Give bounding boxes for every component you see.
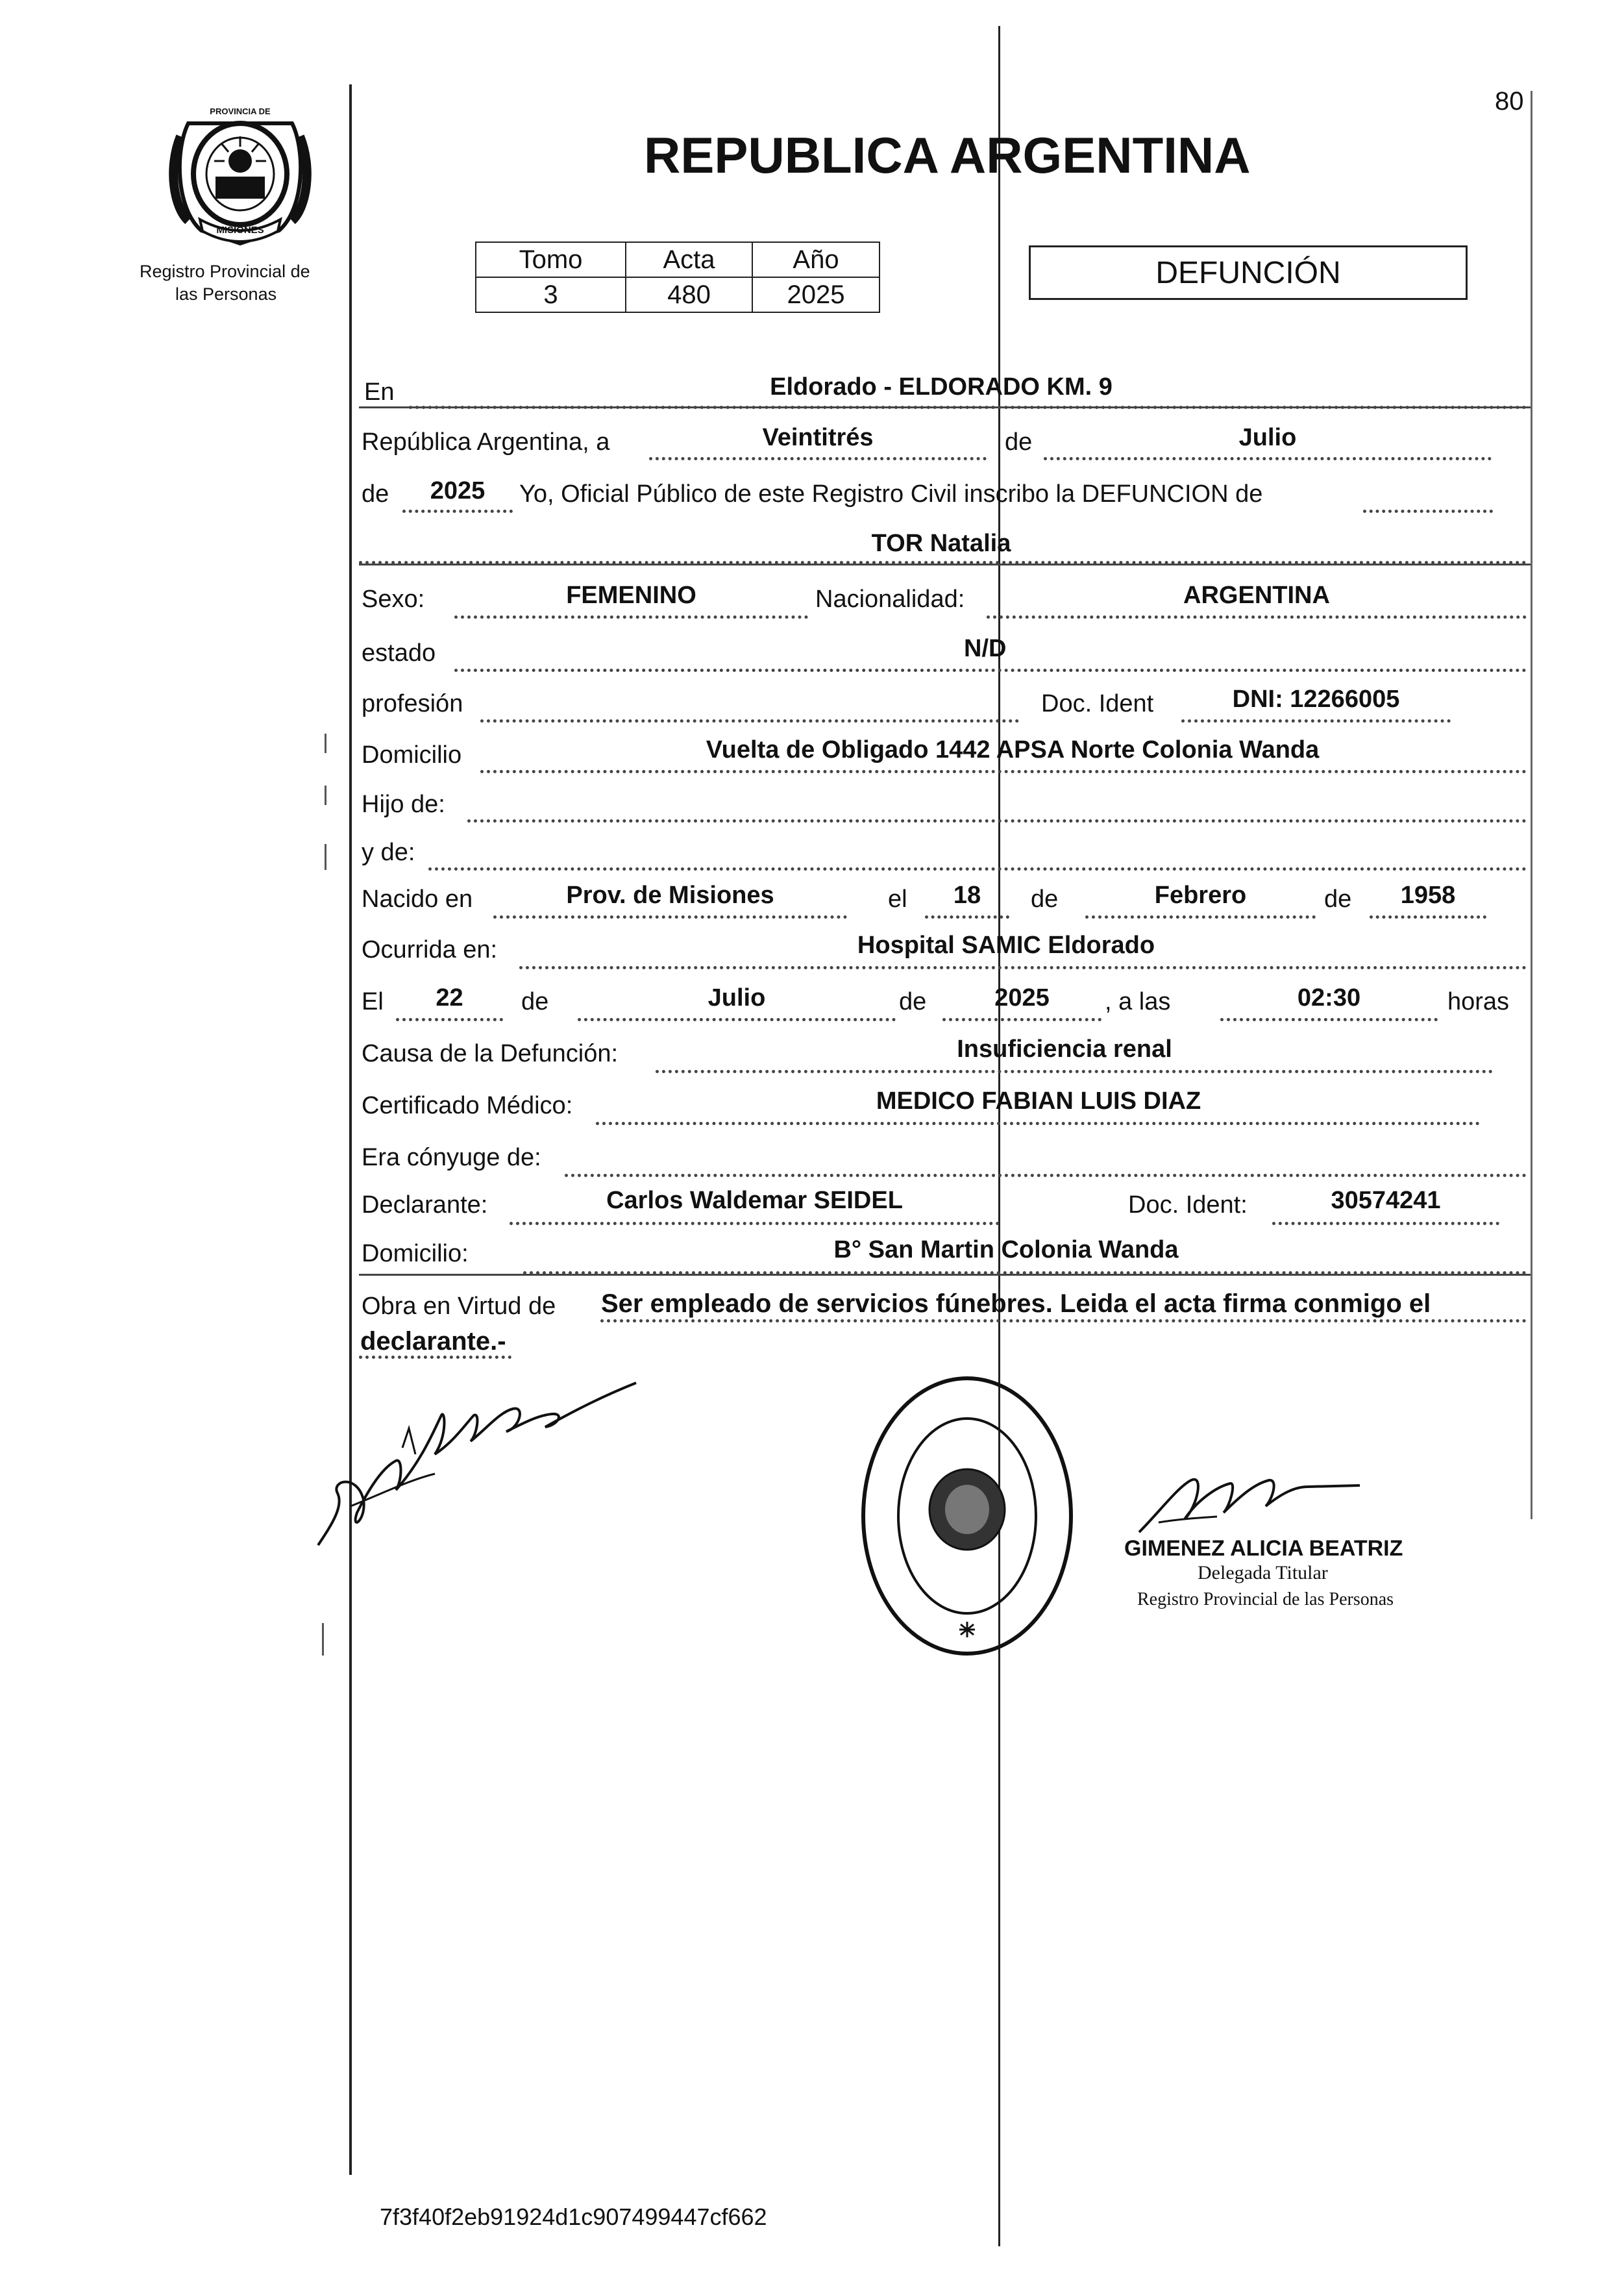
scan-mark <box>325 734 326 753</box>
dotted-line <box>596 1122 1480 1125</box>
label-el-death: El <box>362 988 384 1015</box>
value-deceased-name: TOR Natalia <box>871 530 1011 557</box>
stamp-icon <box>857 1370 1077 1662</box>
left-border-line <box>349 84 352 2175</box>
dotted-line <box>649 457 987 460</box>
document-type-box: DEFUNCIÓN <box>1029 245 1468 300</box>
dotted-line <box>1363 510 1493 513</box>
dotted-line <box>1370 915 1486 919</box>
dotted-line <box>1044 457 1492 460</box>
label-statement: Yo, Oficial Público de este Registro Civil inscribo la DEFUNCION de <box>519 480 1263 508</box>
value-causa: Insuficiencia renal <box>957 1036 1172 1063</box>
value-ocurrida: Hospital SAMIC Eldorado <box>857 932 1155 959</box>
dotted-line <box>467 819 1527 823</box>
emblem-top-text: PROVINCIA DE <box>210 106 271 116</box>
dotted-line <box>942 1018 1101 1021</box>
declarant-signature <box>305 1350 643 1565</box>
province-emblem <box>162 97 318 253</box>
value-nacionalidad: ARGENTINA <box>1183 582 1330 609</box>
label-de-death-month: de <box>521 988 549 1015</box>
label-declarante: Declarante: <box>362 1191 488 1219</box>
value-birth-year: 1958 <box>1400 882 1456 909</box>
dotted-line <box>600 1319 1527 1322</box>
value-year: 2025 <box>430 477 486 504</box>
registry-name-line1: Registro Provincial de <box>140 262 310 281</box>
dotted-line <box>1220 1018 1438 1021</box>
dotted-line <box>519 966 1527 969</box>
value-death-day: 22 <box>436 984 463 1011</box>
label-profesion: profesión <box>362 690 463 717</box>
label-causa: Causa de la Defunción: <box>362 1040 619 1067</box>
value-month: Julio <box>1238 424 1297 451</box>
dotted-line <box>428 867 1527 871</box>
record-table <box>475 242 880 313</box>
header-acta: Acta <box>626 242 752 277</box>
scan-mark <box>322 1623 324 1656</box>
label-de-birth-month: de <box>1031 886 1059 913</box>
value-birth-day: 18 <box>953 882 981 909</box>
label-sexo: Sexo: <box>362 586 425 613</box>
label-doc-ident-declarante: Doc. Ident: <box>1128 1191 1248 1219</box>
value-sexo: FEMENINO <box>566 582 696 609</box>
dotted-line <box>565 1174 1527 1177</box>
dotted-line <box>1085 915 1316 919</box>
header-ano: Año <box>752 242 880 277</box>
emblem-bottom-text: MISIONES <box>216 225 264 236</box>
value-death-time: 02:30 <box>1297 984 1361 1011</box>
scan-mark <box>325 844 326 870</box>
label-y-de: y de: <box>362 839 415 866</box>
value-obra-line1: Ser empleado de servicios fúnebres. Leida el acta firma conmigo el <box>601 1289 1431 1318</box>
dotted-line <box>480 770 1527 773</box>
fold-line <box>998 26 1000 2246</box>
label-domicilio-declarante: Domicilio: <box>362 1240 469 1267</box>
value-lugar: Eldorado - ELDORADO KM. 9 <box>770 373 1113 401</box>
dotted-line <box>987 615 1527 619</box>
value-birth-month: Febrero <box>1154 882 1247 909</box>
dotted-line <box>493 915 847 919</box>
label-nacido: Nacido en <box>362 886 473 913</box>
document-hash: 7f3f40f2eb91924d1c907499447cf662 <box>380 2203 767 2230</box>
value-estado: N/D <box>964 635 1007 662</box>
label-de-birth-year: de <box>1324 886 1352 913</box>
value-death-year: 2025 <box>994 984 1050 1011</box>
value-nacido: Prov. de Misiones <box>566 882 774 909</box>
page-number: 80 <box>1495 87 1524 116</box>
label-el: el <box>888 886 907 913</box>
header-tomo: Tomo <box>476 242 626 277</box>
label-horas: horas <box>1447 988 1510 1015</box>
label-de-death-year: de <box>899 988 927 1015</box>
dotted-line <box>454 615 808 619</box>
label-doc-ident: Doc. Ident <box>1041 690 1154 717</box>
label-estado: estado <box>362 639 436 667</box>
right-border-line <box>1531 91 1532 1519</box>
dotted-line <box>656 1070 1493 1073</box>
label-obra: Obra en Virtud de <box>362 1293 556 1320</box>
label-certificado: Certificado Médico: <box>362 1092 573 1119</box>
dotted-line <box>578 1018 896 1021</box>
official-registry: Registro Provincial de las Personas <box>1137 1589 1394 1609</box>
label-ocurrida: Ocurrida en: <box>362 936 498 963</box>
label-en: En <box>364 378 395 406</box>
label-republica: República Argentina, a <box>362 428 610 456</box>
value-domicilio: Vuelta de Obligado 1442 APSA Norte Colonia Wanda <box>706 736 1320 763</box>
value-tomo: 3 <box>476 277 626 312</box>
official-name: GIMENEZ ALICIA BEATRIZ <box>1124 1536 1403 1561</box>
official-signature <box>1133 1461 1366 1545</box>
value-doc-ident-declarante: 30574241 <box>1331 1187 1441 1214</box>
value-doc-ident: DNI: 12266005 <box>1232 686 1400 713</box>
dotted-line <box>454 669 1527 672</box>
dotted-line <box>409 406 1527 409</box>
dotted-line <box>523 1271 1527 1274</box>
dotted-line <box>402 510 513 513</box>
signature-icon <box>305 1350 643 1565</box>
value-declarante: Carlos Waldemar SEIDEL <box>606 1187 903 1214</box>
label-hijo: Hijo de: <box>362 791 445 818</box>
value-certificado: MEDICO FABIAN LUIS DIAZ <box>876 1087 1201 1115</box>
registry-name-line2: las Personas <box>175 284 277 304</box>
value-obra-line2: declarante.- <box>360 1327 506 1356</box>
label-domicilio: Domicilio <box>362 741 462 769</box>
label-nacionalidad: Nacionalidad: <box>815 586 965 613</box>
label-a-las: , a las <box>1105 988 1171 1015</box>
value-ano: 2025 <box>752 277 880 312</box>
dotted-line <box>1272 1222 1499 1225</box>
label-conyuge: Era cónyuge de: <box>362 1144 541 1171</box>
value-domicilio-declarante: B° San Martin Colonia Wanda <box>833 1236 1179 1263</box>
label-de: de <box>1005 428 1033 456</box>
label-de-year: de <box>362 480 389 508</box>
value-day-words: Veintitrés <box>762 424 874 451</box>
scan-mark <box>325 786 326 805</box>
dotted-line <box>510 1222 1000 1225</box>
page-title: REPUBLICA ARGENTINA <box>644 127 1251 184</box>
value-acta: 480 <box>626 277 752 312</box>
dotted-line <box>1181 719 1451 723</box>
signature-icon <box>1133 1461 1366 1545</box>
value-death-month: Julio <box>707 984 766 1011</box>
official-stamp <box>857 1370 1077 1662</box>
dotted-line <box>480 719 1019 723</box>
dotted-line <box>396 1018 503 1021</box>
dotted-line <box>925 915 1009 919</box>
official-role: Delegada Titular <box>1198 1562 1328 1583</box>
dotted-line <box>359 561 1527 564</box>
